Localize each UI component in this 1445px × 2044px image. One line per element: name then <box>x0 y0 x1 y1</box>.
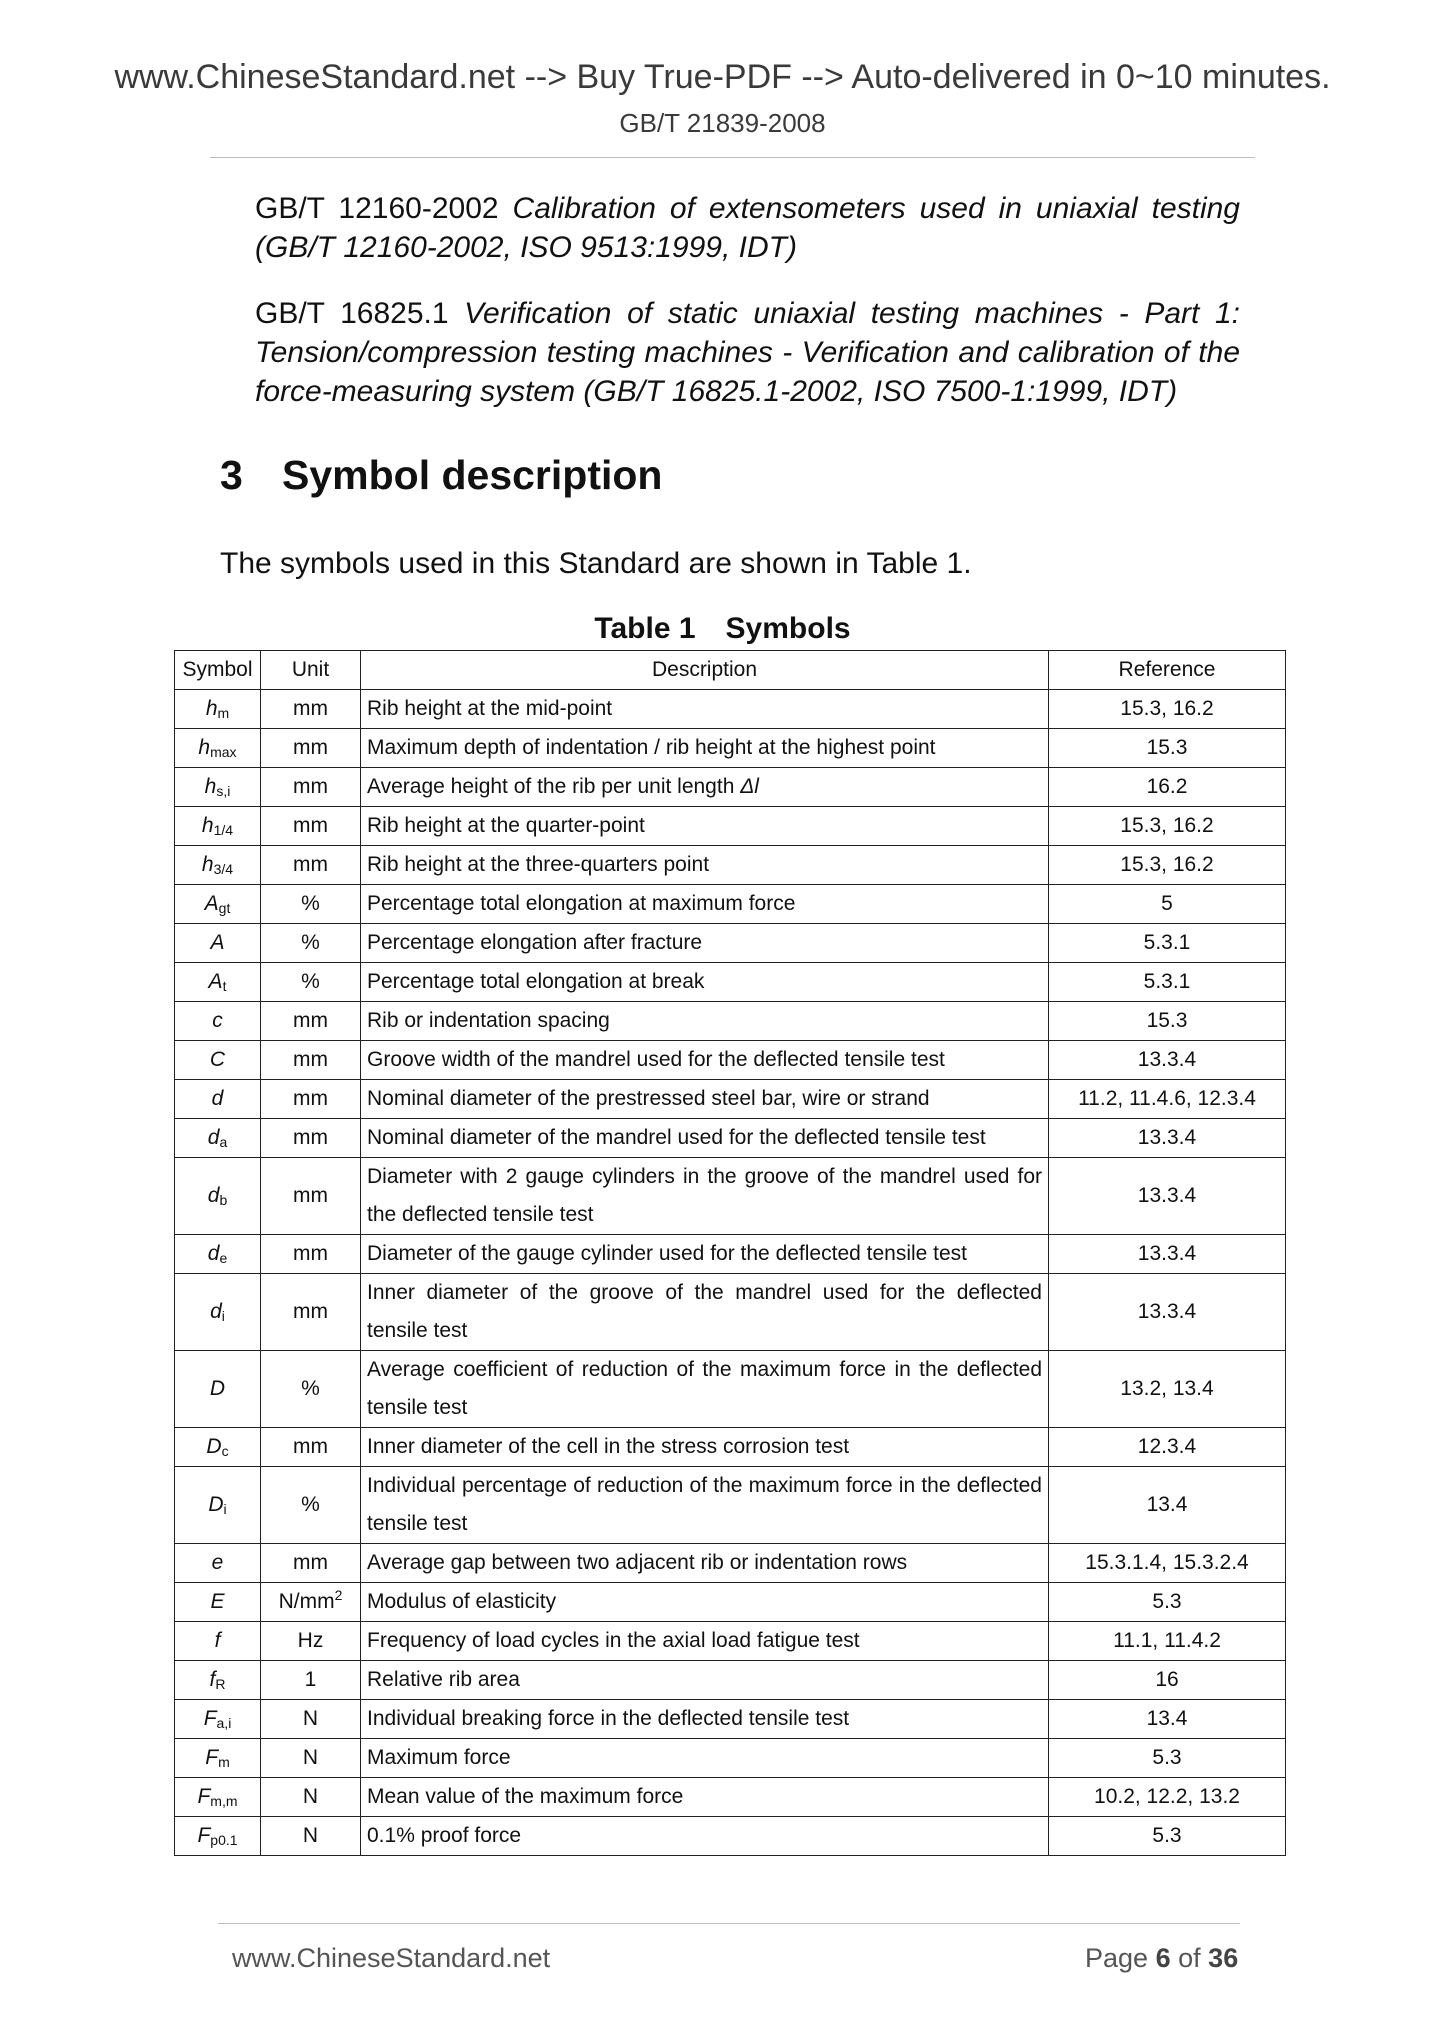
standard-code: GB/T 21839-2008 <box>619 108 826 138</box>
unit-cell <box>261 690 361 729</box>
symbol-cell <box>175 1119 261 1158</box>
header-symbol: Symbol <box>175 651 261 690</box>
description-cell <box>361 963 1049 1002</box>
unit-text: % <box>301 931 320 954</box>
reference-cell: 15.3 <box>1049 1002 1286 1041</box>
unit-text: mm <box>293 1048 328 1071</box>
unit-cell <box>261 1119 361 1158</box>
symbol-subscript: a <box>219 1134 228 1150</box>
symbol-cell <box>175 729 261 768</box>
description-text: Modulus of elasticity <box>367 1590 557 1613</box>
description-text: Diameter of the gauge cylinder used for the deflected tensile test <box>367 1242 968 1265</box>
unit-text: mm <box>293 1009 328 1032</box>
description-cell <box>361 1622 1049 1661</box>
symbol-main: A <box>208 970 223 993</box>
table-row <box>175 1778 1286 1817</box>
unit-cell <box>261 1739 361 1778</box>
symbol-main: d <box>210 1300 222 1323</box>
table-row <box>175 1119 1286 1158</box>
symbol-cell <box>175 1080 261 1119</box>
unit-text: % <box>301 970 320 993</box>
symbol-main: h <box>204 775 217 798</box>
unit-text: mm <box>293 1435 328 1458</box>
description-symbol: Δl <box>740 775 759 798</box>
reference-cell: 13.3.4 <box>1049 1235 1286 1274</box>
unit-text: Hz <box>297 1629 324 1652</box>
symbol-subscript: m <box>218 1754 230 1770</box>
symbol-main: f <box>209 1668 216 1691</box>
description-text: 0.1% proof force <box>367 1824 522 1847</box>
table-row <box>175 1274 1286 1351</box>
description-text: Maximum force <box>367 1746 511 1769</box>
description-cell <box>361 729 1049 768</box>
unit-cell <box>261 885 361 924</box>
reference-cell: 13.2, 13.4 <box>1049 1351 1286 1428</box>
description-cell <box>361 1428 1049 1467</box>
description-text: Groove width of the mandrel used for the deflected tensile test <box>367 1048 945 1071</box>
unit-cell <box>261 1817 361 1856</box>
unit-text: mm <box>293 1087 328 1110</box>
reference-cell: 16.2 <box>1049 768 1286 807</box>
symbol-main: F <box>203 1707 217 1730</box>
symbol-subscript: 3/4 <box>213 861 234 877</box>
description-cell <box>361 1467 1049 1544</box>
table-row <box>175 963 1286 1002</box>
unit-cell <box>261 1661 361 1700</box>
unit-cell <box>261 1041 361 1080</box>
footer-site-link[interactable]: www.ChineseStandard.net <box>232 1943 551 1973</box>
header-description: Description <box>361 651 1049 690</box>
table-row <box>175 1544 1286 1583</box>
description-text: Rib height at the mid-point <box>367 697 613 720</box>
reference-cell: 5 <box>1049 885 1286 924</box>
description-cell <box>361 1158 1049 1235</box>
table-row <box>175 1235 1286 1274</box>
description-cell <box>361 1739 1049 1778</box>
description-cell <box>361 924 1049 963</box>
symbol-cell <box>175 1158 261 1235</box>
total-pages: 36 <box>1208 1943 1239 1973</box>
reference-cell: 12.3.4 <box>1049 1428 1286 1467</box>
symbol-cell <box>175 1817 261 1856</box>
table-row <box>175 768 1286 807</box>
unit-text: % <box>301 1493 320 1516</box>
footer-divider <box>218 1923 1240 1924</box>
reference-cell: 15.3, 16.2 <box>1049 807 1286 846</box>
symbol-cell <box>175 1002 261 1041</box>
table-row <box>175 1700 1286 1739</box>
symbol-main: d <box>211 1087 224 1110</box>
table-row <box>175 1739 1286 1778</box>
reference-cell: 15.3, 16.2 <box>1049 690 1286 729</box>
symbol-cell <box>175 1428 261 1467</box>
description-cell <box>361 1661 1049 1700</box>
reference-cell: 5.3 <box>1049 1817 1286 1856</box>
symbol-cell <box>175 885 261 924</box>
unit-text: mm <box>293 1551 328 1574</box>
unit-text: mm <box>293 1242 328 1265</box>
symbol-main: D <box>206 1435 222 1458</box>
unit-cell <box>261 1700 361 1739</box>
table-row <box>175 1817 1286 1856</box>
description-cell <box>361 1351 1049 1428</box>
table-row <box>175 1158 1286 1235</box>
description-text: Maximum depth of indentation / rib height at the highest point <box>367 736 936 759</box>
description-text: Rib or indentation spacing <box>367 1009 610 1032</box>
reference-cell: 15.3 <box>1049 729 1286 768</box>
symbol-main: C <box>209 1048 226 1071</box>
table-caption <box>0 612 1445 646</box>
description-cell <box>361 1119 1049 1158</box>
unit-text: mm <box>293 853 328 876</box>
description-cell <box>361 1080 1049 1119</box>
table-row <box>175 1428 1286 1467</box>
table-row <box>175 1583 1286 1622</box>
symbol-subscript: c <box>221 1443 229 1459</box>
page-number: 6 <box>1155 1943 1171 1973</box>
section-heading <box>220 452 662 499</box>
reference-title: Verification of static uniaxial testing machines - Part 1: Tension/compression testing machines - Verification and calibration of the force-measuring system (GB/T 16825.1-2002, ISO 7500-1:1999, IDT) <box>255 297 1240 408</box>
table-label: Table 1 <box>594 612 696 645</box>
unit-text: N/mm <box>278 1590 335 1613</box>
symbol-main: h <box>201 814 214 837</box>
unit-text: 1 <box>304 1668 317 1691</box>
reference-code: GB/T 12160-2002 <box>255 192 499 225</box>
page-label: Page <box>1085 1943 1149 1973</box>
unit-cell <box>261 807 361 846</box>
symbol-cell <box>175 1739 261 1778</box>
description-cell <box>361 1235 1049 1274</box>
symbol-main: e <box>211 1551 224 1574</box>
unit-cell <box>261 1428 361 1467</box>
unit-text: mm <box>293 1126 328 1149</box>
unit-cell <box>261 924 361 963</box>
unit-cell <box>261 1235 361 1274</box>
description-cell <box>361 690 1049 729</box>
symbol-subscript: i <box>223 1501 227 1517</box>
unit-text: mm <box>293 1300 328 1323</box>
unit-text: mm <box>293 697 328 720</box>
unit-cell <box>261 963 361 1002</box>
symbol-main: F <box>197 1785 211 1808</box>
symbol-cell <box>175 963 261 1002</box>
reference-cell: 10.2, 12.2, 13.2 <box>1049 1778 1286 1817</box>
description-text: Nominal diameter of the prestressed steel bar, wire or strand <box>367 1087 930 1110</box>
symbol-cell <box>175 1622 261 1661</box>
symbol-cell <box>175 1235 261 1274</box>
symbol-main: h <box>205 697 218 720</box>
description-cell <box>361 885 1049 924</box>
symbol-cell <box>175 690 261 729</box>
table-row <box>175 1041 1286 1080</box>
description-text: Nominal diameter of the mandrel used for the deflected tensile test <box>367 1126 986 1149</box>
symbol-subscript: t <box>222 978 227 994</box>
symbol-subscript: i <box>221 1308 225 1324</box>
symbol-subscript: p0.1 <box>210 1832 238 1848</box>
symbol-main: f <box>214 1629 221 1652</box>
reference-title: Calibration of extensometers used in uniaxial testing (GB/T 12160-2002, ISO 9513:1999, IDT) <box>255 192 1240 264</box>
symbol-subscript: 1/4 <box>213 822 234 838</box>
description-cell <box>361 846 1049 885</box>
symbols-table <box>174 650 1286 1856</box>
section-number: 3 <box>220 452 243 498</box>
description-cell <box>361 1583 1049 1622</box>
description-text: Inner diameter of the cell in the stress corrosion test <box>367 1435 850 1458</box>
header-banner[interactable]: www.ChineseStandard.net --> Buy True-PDF --> Auto-delivered in 0~10 minutes. <box>114 58 1331 96</box>
description-cell <box>361 807 1049 846</box>
unit-cell <box>261 1080 361 1119</box>
unit-cell <box>261 1544 361 1583</box>
unit-text: N <box>302 1824 319 1847</box>
symbol-main: D <box>209 1377 226 1400</box>
unit-cell <box>261 729 361 768</box>
unit-superscript: 2 <box>334 1587 343 1603</box>
unit-text: mm <box>293 814 328 837</box>
symbol-main: F <box>197 1824 211 1847</box>
reference-cell: 5.3 <box>1049 1739 1286 1778</box>
reference-cell: 13.4 <box>1049 1467 1286 1544</box>
description-text: Average gap between two adjacent rib or indentation rows <box>367 1551 908 1574</box>
header-reference: Reference <box>1049 651 1286 690</box>
symbol-subscript: e <box>219 1250 228 1266</box>
description-cell <box>361 1700 1049 1739</box>
table-row <box>175 885 1286 924</box>
symbol-main: A <box>210 931 225 954</box>
description-cell <box>361 1041 1049 1080</box>
unit-cell <box>261 1583 361 1622</box>
header-unit: Unit <box>261 651 361 690</box>
reference-code: GB/T 16825.1 <box>255 297 449 330</box>
reference-item <box>255 294 1240 411</box>
unit-cell <box>261 1467 361 1544</box>
symbol-cell <box>175 1467 261 1544</box>
table-row <box>175 1351 1286 1428</box>
symbol-cell <box>175 1041 261 1080</box>
symbol-subscript: a,i <box>216 1715 232 1731</box>
unit-text: % <box>301 892 320 915</box>
reference-cell: 13.3.4 <box>1049 1158 1286 1235</box>
symbol-subscript: max <box>210 744 237 760</box>
symbol-cell <box>175 768 261 807</box>
description-text: Inner diameter of the groove of the mandrel used for the deflected tensile test <box>367 1281 1042 1342</box>
reference-cell: 15.3, 16.2 <box>1049 846 1286 885</box>
table-row <box>175 1622 1286 1661</box>
symbol-cell <box>175 1700 261 1739</box>
description-text: Average height of the rib per unit length <box>367 775 741 798</box>
description-text: Frequency of load cycles in the axial load fatigue test <box>367 1629 860 1652</box>
description-text: Percentage elongation after fracture <box>367 931 703 954</box>
unit-cell <box>261 1351 361 1428</box>
unit-cell <box>261 1622 361 1661</box>
table-row <box>175 1661 1286 1700</box>
symbol-cell <box>175 846 261 885</box>
page-indicator <box>1085 1943 1238 1974</box>
symbol-main: d <box>207 1126 220 1149</box>
description-text: Mean value of the maximum force <box>367 1785 684 1808</box>
table-row <box>175 690 1286 729</box>
reference-cell: 13.3.4 <box>1049 1119 1286 1158</box>
reference-cell: 13.4 <box>1049 1700 1286 1739</box>
unit-text: % <box>301 1377 320 1400</box>
reference-cell: 5.3 <box>1049 1583 1286 1622</box>
unit-text: mm <box>293 736 328 759</box>
symbol-cell <box>175 1778 261 1817</box>
symbol-main: d <box>207 1184 220 1207</box>
symbol-main: E <box>210 1590 225 1613</box>
description-cell <box>361 1002 1049 1041</box>
table-row <box>175 1080 1286 1119</box>
table-body <box>175 690 1286 1856</box>
section-intro: The symbols used in this Standard are shown in Table 1. <box>220 547 972 580</box>
symbol-main: h <box>198 736 211 759</box>
symbol-main: F <box>205 1746 219 1769</box>
description-text: Rib height at the three-quarters point <box>367 853 710 876</box>
symbol-cell <box>175 1544 261 1583</box>
section-title: Symbol description <box>282 452 663 498</box>
reference-cell: 11.1, 11.4.2 <box>1049 1622 1286 1661</box>
symbol-cell <box>175 1351 261 1428</box>
unit-cell <box>261 1002 361 1041</box>
table-title: Symbols <box>725 612 851 645</box>
reference-cell: 11.2, 11.4.6, 12.3.4 <box>1049 1080 1286 1119</box>
table-header-row <box>175 651 1286 690</box>
table-row <box>175 1467 1286 1544</box>
symbol-main: A <box>204 892 219 915</box>
table-row <box>175 846 1286 885</box>
symbol-cell <box>175 924 261 963</box>
symbol-subscript: m,m <box>210 1793 238 1809</box>
symbol-main: d <box>207 1242 220 1265</box>
table-row <box>175 807 1286 846</box>
symbol-cell <box>175 807 261 846</box>
description-text: Individual breaking force in the deflected tensile test <box>367 1707 850 1730</box>
description-text: Rib height at the quarter-point <box>367 814 645 837</box>
description-text: Diameter with 2 gauge cylinders in the groove of the mandrel used for the deflected tensile test <box>367 1165 1042 1226</box>
symbol-main: c <box>212 1009 223 1032</box>
unit-cell <box>261 1158 361 1235</box>
reference-cell: 5.3.1 <box>1049 924 1286 963</box>
table-row <box>175 1002 1286 1041</box>
unit-text: N <box>302 1785 319 1808</box>
unit-text: N <box>302 1707 319 1730</box>
unit-cell <box>261 846 361 885</box>
description-cell <box>361 1817 1049 1856</box>
unit-cell <box>261 1778 361 1817</box>
unit-text: mm <box>293 775 328 798</box>
unit-text: N <box>302 1746 319 1769</box>
reference-item <box>255 189 1240 267</box>
reference-cell: 13.3.4 <box>1049 1041 1286 1080</box>
symbol-cell <box>175 1274 261 1351</box>
reference-cell: 15.3.1.4, 15.3.2.4 <box>1049 1544 1286 1583</box>
description-text: Relative rib area <box>367 1668 520 1691</box>
description-cell <box>361 1544 1049 1583</box>
symbol-main: h <box>201 853 214 876</box>
symbol-main: D <box>208 1493 224 1516</box>
reference-cell: 5.3.1 <box>1049 963 1286 1002</box>
unit-text: mm <box>293 1184 328 1207</box>
unit-cell <box>261 1274 361 1351</box>
description-cell <box>361 1274 1049 1351</box>
description-text: Percentage total elongation at break <box>367 970 705 993</box>
symbol-cell <box>175 1661 261 1700</box>
of-label: of <box>1178 1943 1201 1973</box>
reference-cell: 13.3.4 <box>1049 1274 1286 1351</box>
table-row <box>175 729 1286 768</box>
reference-cell: 16 <box>1049 1661 1286 1700</box>
description-text: Average coefficient of reduction of the maximum force in the deflected tensile test <box>367 1358 1042 1419</box>
header-divider <box>210 157 1255 158</box>
description-cell <box>361 768 1049 807</box>
symbol-subscript: R <box>215 1676 226 1692</box>
symbol-subscript: gt <box>218 900 231 916</box>
symbol-subscript: m <box>217 705 230 721</box>
description-text: Individual percentage of reduction of the maximum force in the deflected tensile test <box>367 1474 1042 1535</box>
table-row <box>175 924 1286 963</box>
unit-cell <box>261 768 361 807</box>
symbol-cell <box>175 1583 261 1622</box>
symbol-subscript: s,i <box>216 783 231 799</box>
symbol-subscript: b <box>219 1192 228 1208</box>
description-text: Percentage total elongation at maximum force <box>367 892 796 915</box>
description-cell <box>361 1778 1049 1817</box>
